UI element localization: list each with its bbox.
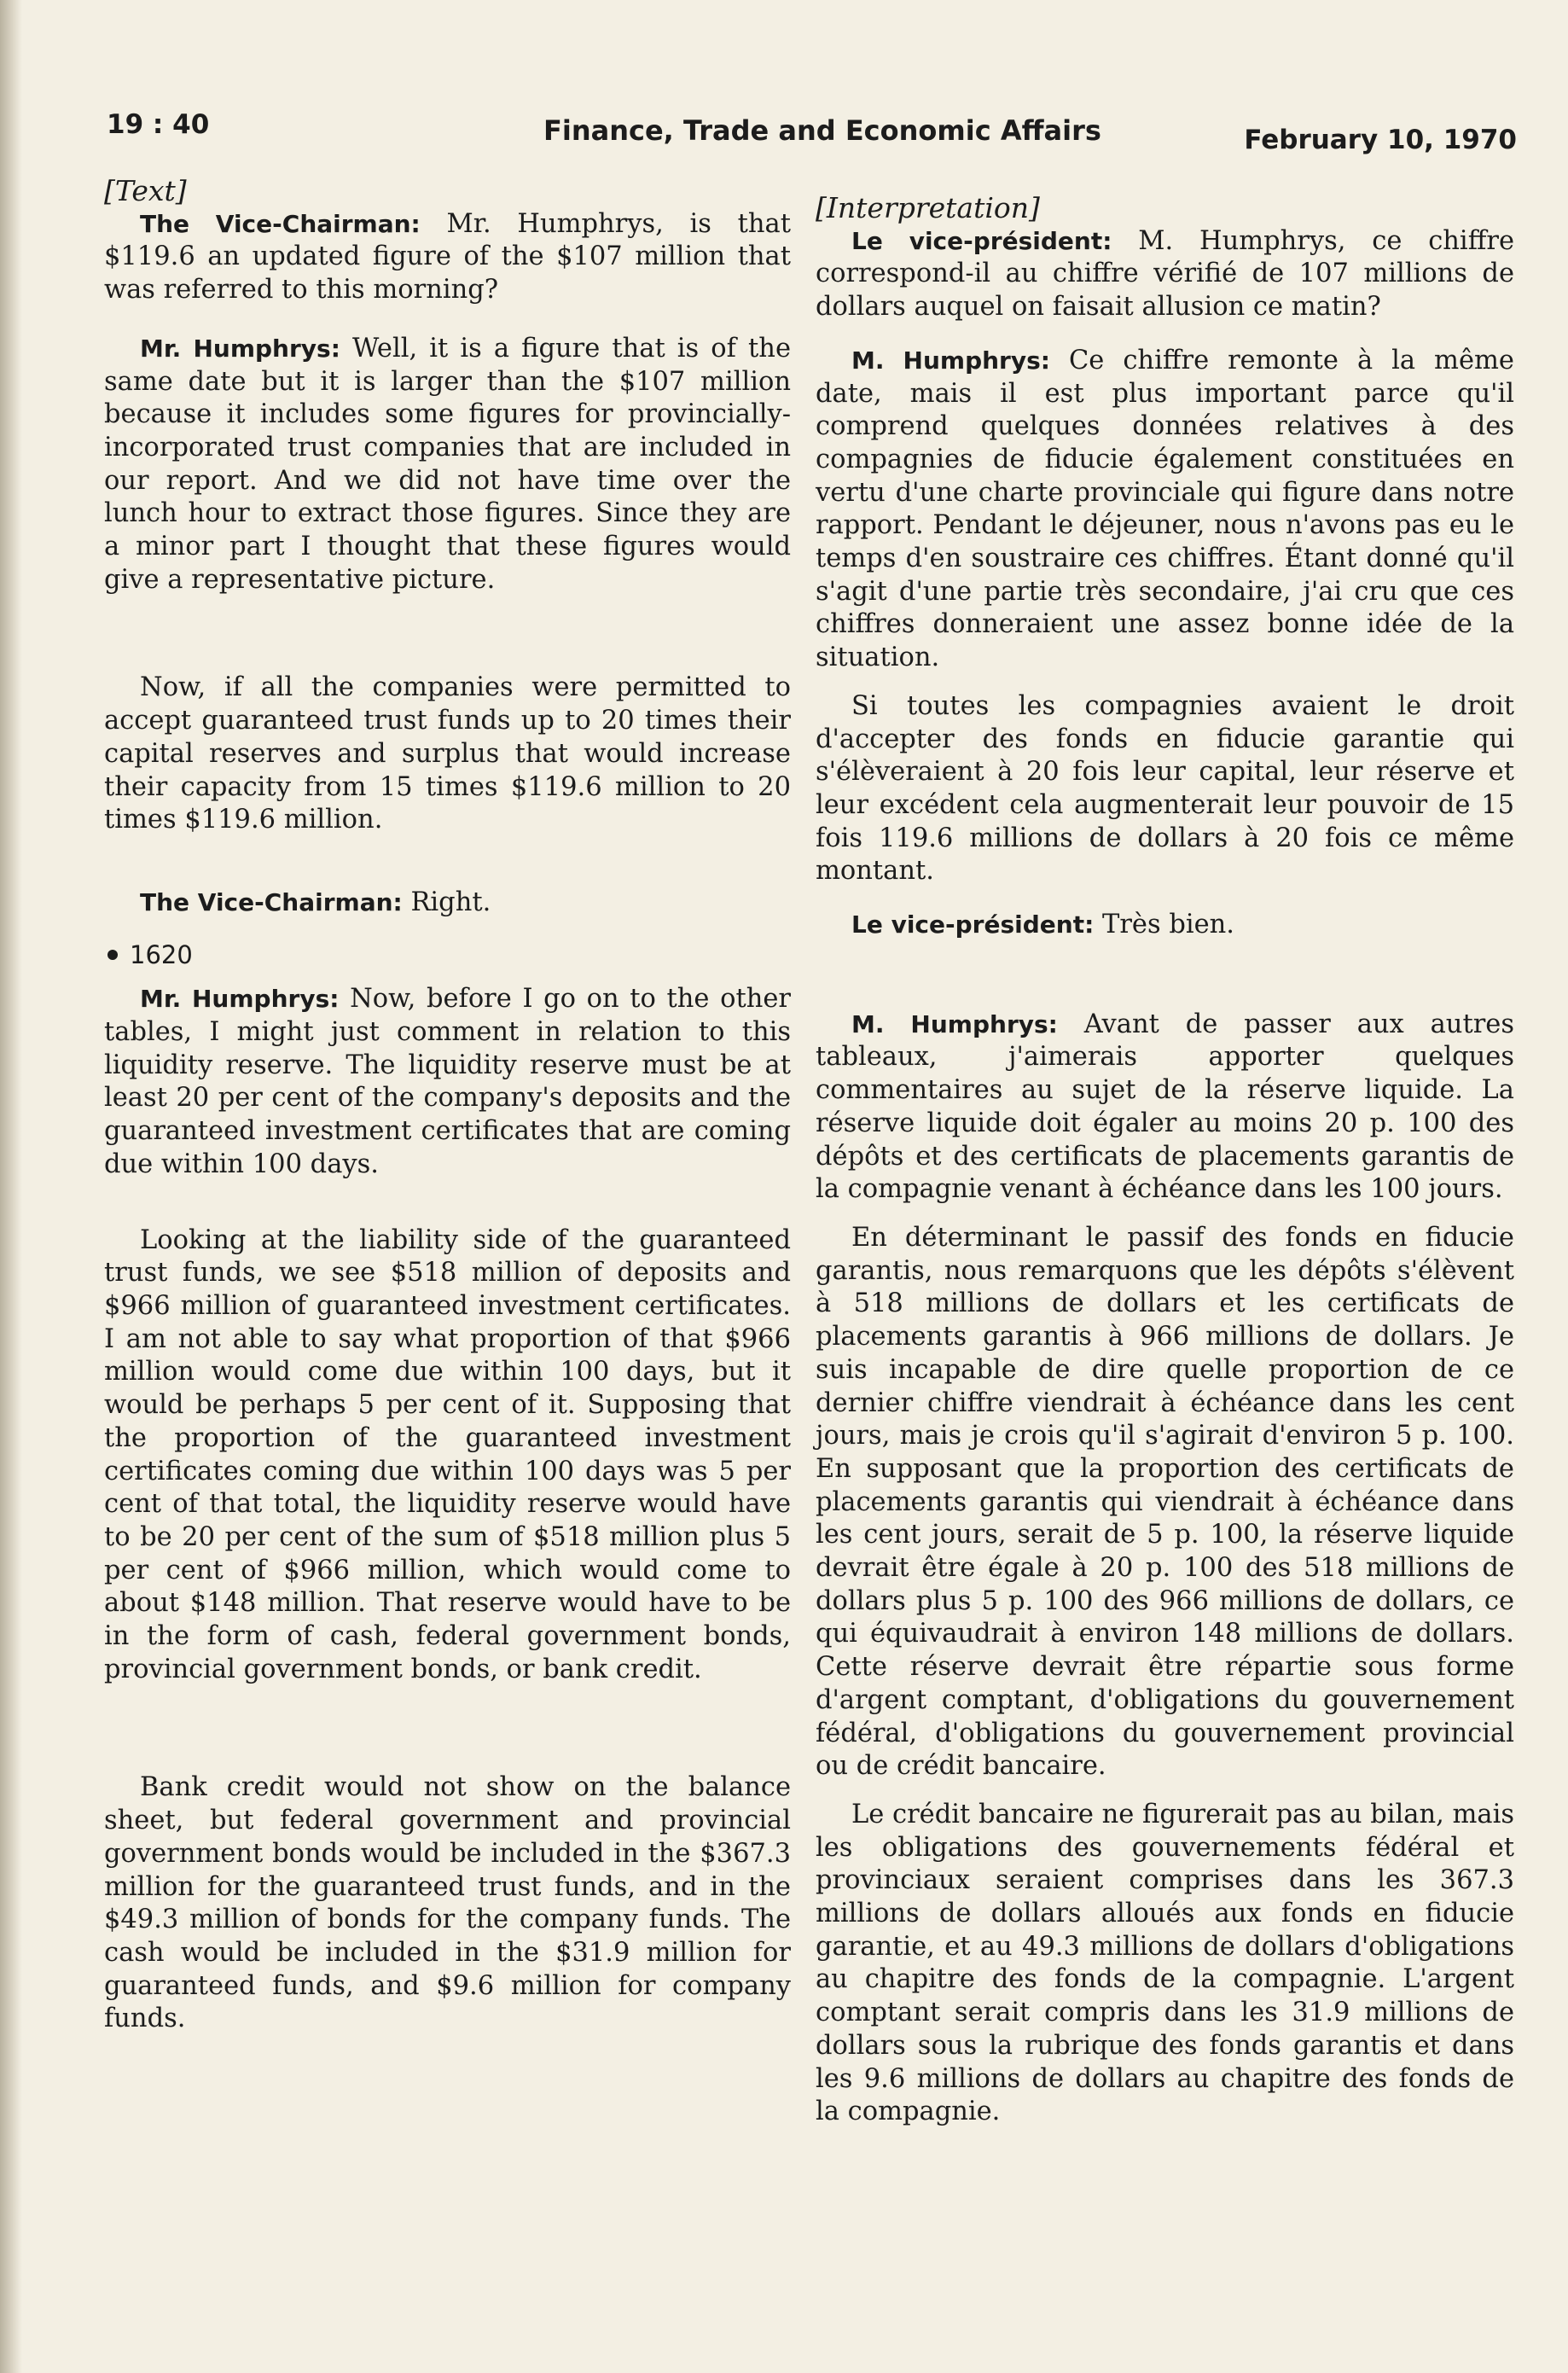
paragraph: Le crédit bancaire ne figurerait pas au bilan, mais les obligations des gouvernements fédéral et provinciaux seraient comprises dans les 367.3 millions de dollars alloués aux fonds en fiducie garantie, et au 49.3 millions de dollars d'obligations au chapitre des fonds de la compagnie. L'argent comptant serait compris dans les 31.9 millions de dollars sous la rubrique des fonds garantis et dans les 9.6 millions de dollars au chapitre des fonds de la compagnie. — [816, 1799, 1514, 2127]
paragraph: Bank credit would not show on the balance sheet, but federal government and provincial government bonds would be included in the $367.3 million for the guaranteed trust funds, and in the $49.3 million of bonds for the company funds. The cash would be included in the $31.9 million for guaranteed funds, and $9.6 million for company funds. — [104, 1772, 791, 2034]
speaker-name: Le vice-président: — [851, 226, 1112, 255]
time-marker-text: 1620 — [130, 939, 193, 969]
column-label: [Text] — [104, 174, 187, 207]
speaker-name: Mr. Humphrys: — [140, 334, 340, 363]
paragraph — [816, 1009, 1514, 1207]
speaker-name: Mr. Humphrys: — [140, 985, 340, 1014]
paragraph — [104, 887, 791, 920]
speaker-name: The Vice-Chairman: — [140, 209, 421, 238]
speaker-name: M. Humphrys: — [851, 1009, 1058, 1038]
paragraph: En déterminant le passif des fonds en fiducie garantis, nous remarquons que les dépôts s'élèvent à 518 millions de dollars et les certificats de placements garantis à 966 millions de dollars. Je suis incapable de dire quelle proportion de ce dernier chiffre viendrait à échéance dans les cent jours, mais je crois qu'il s'agirait d'environ 5 p. 100. En supposant que la proportion des certificats de placements garantis qui viendrait à échéance dans les cent jours, serait de 5 p. 100, la réserve liquide devrait être égale à 20 p. 100 des 518 millions de dollars plus 5 p. 100 des 966 millions de dollars, ce qui équivaudrait à environ 148 millions de dollars. Cette réserve devrait être répartie sous forme d'argent comptant, d'obligations du gouvernement fédéral, d'obligations du gouvernement provincial ou de crédit bancaire. — [816, 1222, 1514, 1782]
paragraph — [104, 983, 791, 1181]
paragraph — [816, 345, 1514, 675]
english-column — [104, 175, 791, 2036]
page-date: February 10, 1970 — [1244, 125, 1517, 155]
speaker-name: The Vice-Chairman: — [140, 887, 403, 916]
paragraph: Looking at the liability side of the guaranteed trust funds, we see $518 million of deposits and $966 million of guaranteed investment certificates. I am not able to say what proportion of that $966 million would come due within 100 days, but it would be perhaps 5 per cent of it. Supposing that the proportion of the guaranteed investment certificates coming due within 100 days was 5 per cent of that total, the liquidity reserve would have to be 20 per cent of the sum of $518 million plus 5 per cent of $966 million, which would come to about $148 million. That reserve would have to be in the form of cash, federal government bonds, provincial government bonds, or bank credit. — [104, 1224, 791, 1684]
time-marker — [104, 939, 791, 972]
paragraph-text: Très bien. — [1102, 910, 1234, 940]
page-header — [107, 109, 1517, 160]
paragraph-text: M. Humphrys, ce chiffre correspond-il au chiffre vérifié de 107 millions de dollars auquel on faisait allusion ce matin? — [816, 225, 1514, 323]
speaker-name: M. Humphrys: — [851, 346, 1050, 375]
paragraph — [816, 909, 1514, 942]
paragraph: Now, if all the companies were permitted to accept guaranteed trust funds up to 20 times their capital reserves and surplus that would increase their capacity from 15 times $119.6 million to 20 times $119.6 million. — [104, 672, 791, 835]
page-binding-edge — [0, 0, 22, 2373]
paragraph — [104, 333, 791, 597]
page-number: 19 : 40 — [107, 109, 210, 140]
speaker-name: Le vice-président: — [851, 910, 1095, 939]
paragraph — [104, 208, 791, 307]
column-label: [Interpretation] — [816, 191, 1040, 224]
paragraph-text: Avant de passer aux autres tableaux, j'aimerais apporter quelques commentaires au sujet de la réserve liquide. La réserve liquide doit égaler au moins 20 p. 100 des dépôts et des certificats de placements garantis de la compagnie venant à échéance dans les 100 jours. — [816, 1009, 1514, 1205]
french-column — [816, 175, 1514, 2129]
running-title: Finance, Trade and Economic Affairs — [543, 114, 1101, 147]
paragraph-text: Ce chiffre remonte à la même date, mais il est plus important parce qu'il comprend quelques données relatives à des compagnies de fiducie également constituées en vertu d'une charte provinciale qui figure dans notre rapport. Pendant le déjeuner, nous n'avons pas eu le temps d'en soustraire ces chiffres. Étant donné qu'il s'agit d'une partie très secondaire, j'ai cru que ces chiffres donneraient une assez bonne idée de la situation. — [816, 345, 1514, 673]
bullet-icon — [107, 950, 118, 960]
paragraph-text: Well, it is a figure that is of the same date but it is larger than the $107 million because it includes some figures for provincially-incorporated trust companies that are included in our report. And we did not have time over the lunch hour to extract those figures. Since they are a minor part I thought that these figures would give a representative picture. — [104, 333, 791, 595]
paragraph-text: Mr. Humphrys, is that $119.6 an updated figure of the $107 million that was referred to this morning? — [104, 208, 791, 305]
paragraph: Si toutes les compagnies avaient le droit d'accepter des fonds en fiducie garantie qui s'élèveraient à 20 fois leur capital, leur réserve et leur excédent cela augmenterait leur pouvoir de 15 fois 119.6 millions de dollars à 20 fois ce même montant. — [816, 690, 1514, 887]
paragraph — [816, 225, 1514, 324]
paragraph-text: Now, before I go on to the other tables, I might just comment in relation to this liquidity reserve. The liquidity reserve must be at least 20 per cent of the company's deposits and the guaranteed investment certificates that are coming due within 100 days. — [104, 984, 791, 1179]
paragraph-text: Right. — [410, 887, 491, 917]
